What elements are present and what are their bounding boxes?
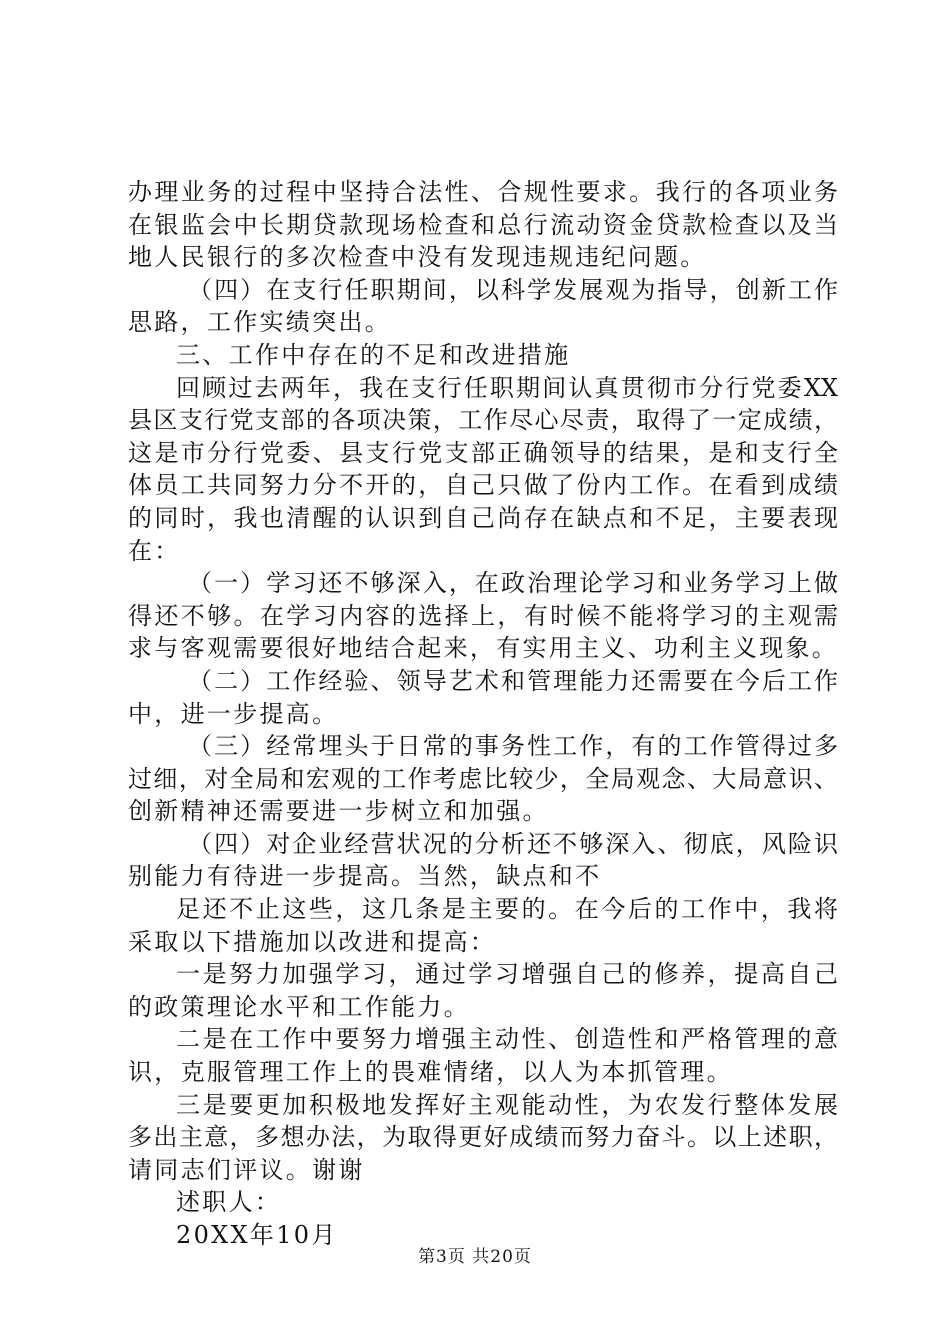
text-line: 思路，工作实绩突出。 (128, 308, 391, 337)
text-line: 在： (128, 536, 181, 565)
text-line: 过细，对全局和宏观的工作考虑比较少，全局观念、大局意识、 (128, 764, 838, 793)
text-line: 多出主意，多想办法，为取得更好成绩而努力奋斗。以上述职， (128, 1123, 838, 1152)
text-line: 的同时，我也清醒的认识到自己尚存在缺点和不足，主要表现 (128, 503, 838, 532)
page-number: 第3页 共20页 (418, 1247, 532, 1267)
text-line: 地人民银行的多次检查中没有发现违规违纪问题。 (128, 243, 707, 272)
text-line: 一是努力加强学习，通过学习增强自己的修养，提高自己 (176, 960, 838, 989)
document-body (128, 176, 838, 1252)
date-line: 20XX年10月 (176, 1221, 338, 1249)
text-line: （一）学习还不够深入，在政治理论学习和业务学习上做 (188, 569, 838, 598)
text-line: 得还不够。在学习内容的选择上，有时候不能将学习的主观需 (128, 601, 838, 630)
text-line: （二）工作经验、领导艺术和管理能力还需要在今后工作 (188, 666, 838, 695)
text-line: 足还不止这些，这几条是主要的。在今后的工作中，我将 (176, 895, 838, 924)
text-line: 的政策理论水平和工作能力。 (128, 992, 470, 1021)
text-line: 县区支行党支部的各项决策，工作尽心尽责，取得了一定成绩， (128, 406, 838, 435)
text-line: 体员工共同努力分不开的，自己只做了份内工作。在看到成绩 (128, 471, 838, 500)
text-line: 求与客观需要很好地结合起来，有实用主义、功利主义现象。 (128, 634, 839, 663)
text-line: 别能力有待进一步提高。当然，缺点和不 (128, 862, 602, 891)
text-line: 二是在工作中要努力增强主动性、创造性和严格管理的意 (176, 1025, 838, 1054)
signature-label: 述职人： (176, 1188, 282, 1217)
text-line: 三是要更加积极地发挥好主观能动性，为农发行整体发展 (176, 1090, 838, 1119)
text-line: 办理业务的过程中坚持合法性、合规性要求。我行的各项业务 (128, 178, 838, 206)
text-line: 请同志们评议。谢谢 (128, 1155, 365, 1184)
text-line: 采取以下措施加以改进和提高： (128, 927, 497, 956)
text-line: （四）在支行任职期间，以科学发展观为指导，创新工作 (188, 275, 838, 304)
text-line: 中，进一步提高。 (128, 699, 339, 728)
text-line: （三）经常埋头于日常的事务性工作，有的工作管得过多 (188, 732, 838, 761)
text-line: 识，克服管理工作上的畏难情绪，以人为本抓管理。 (128, 1058, 733, 1087)
section-heading: 三、工作中存在的不足和改进措施 (176, 340, 571, 369)
text-line: 在银监会中长期贷款现场检查和总行流动资金贷款检查以及当 (128, 210, 838, 239)
text-line: 回顾过去两年，我在支行任职期间认真贯彻市分行党委XX (176, 373, 838, 402)
text-line: 创新精神还需要进一步树立和加强。 (128, 797, 549, 826)
text-line: （四）对企业经营状况的分析还不够深入、彻底，风险识 (188, 829, 838, 858)
text-line: 这是市分行党委、县支行党支部正确领导的结果，是和支行全 (128, 438, 838, 467)
